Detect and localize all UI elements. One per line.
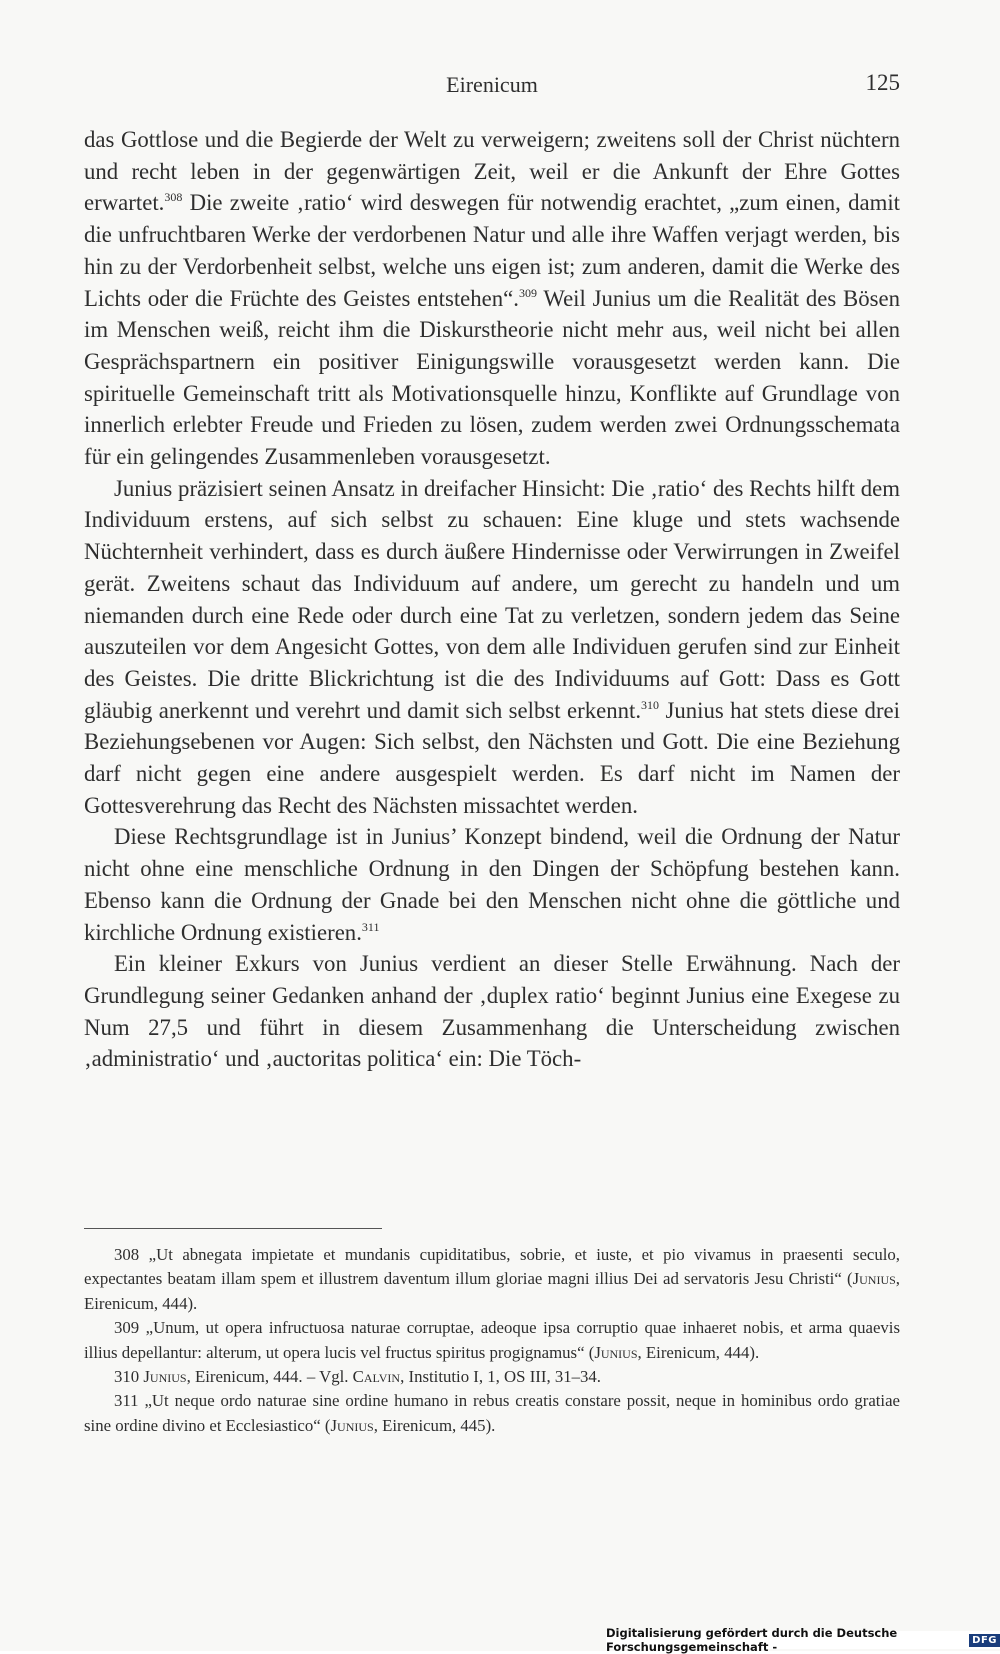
footnote-number: 308 xyxy=(114,1245,140,1264)
author-name: Calvin xyxy=(352,1367,401,1387)
paragraph-text: Die zweite ‚ratio‘ wird deswegen für notwendig erachtet, „zum einen, damit die unfruchtbaren Werke der verdorbenen Natur und alle ihre Waffen verjagt werden, bis hin zu der Verdorbenheit selbst, welche uns eigen ist; zum anderen, damit die Werke des Lichts oder die Früchte des Geistes entstehen“. xyxy=(84,190,900,311)
paragraph-text: Junius präzisiert seinen Ansatz in dreifacher Hinsicht: Die ‚ratio‘ des Rechts hilft dem Individuum erstens, auf sich selbst zu schauen: Eine kluge und stets wachsende Nüchternheit verhindert, dass es durch äußere Hindernisse oder Verwirrungen in Zweifel gerät. Zweitens schaut das Individuum auf andere, um gerecht zu handeln und um niemanden durch eine Rede oder durch eine Tat zu verletzen, sondern jedem das Seine auszuteilen vor dem Angesicht Gottes, von dem alle Individuen gerufen sind zur Einheit des Geistes. Die dritte Blickrichtung ist die des Individuums auf Gott: Dass es Gott gläubig anerkennt und verehrt und damit sich selbst erkennt. xyxy=(84,475,900,723)
paragraph-text: Junius hat stets diese drei Beziehungsebenen vor Augen: Sich selbst, den Nächsten und Gott. Die eine Beziehung darf nicht gegen eine andere ausgespielt werden. Es darf nicht im Namen der Gottesverehrung das Recht des Nächsten missachtet werden. xyxy=(84,697,900,818)
footnote-number: 311 xyxy=(114,1391,139,1411)
footnote-309 xyxy=(84,1316,900,1365)
footnote-number: 309 xyxy=(114,1318,140,1338)
paragraph xyxy=(84,821,900,948)
digitization-credit xyxy=(606,1626,1000,1654)
paragraph-text: Weil Junius um die Realität des Bösen im Menschen weiß, reicht ihm die Diskurstheorie nicht mehr aus, weil nicht bei allen Gesprächspartnern ein positiver Einigungswille vorausgesetzt werden kann. Die spirituelle Gemeinschaft tritt als Motivationsquelle hinzu, Konflikte auf Grundlage von innerlich erlebter Freude und Frieden zu lösen, zudem werden zwei Ordnungsschemata für ein gelingendes Zusammenleben vorausgesetzt. xyxy=(84,285,901,470)
footnote-text: , Eirenicum, 445). xyxy=(373,1415,496,1435)
author-name: Junius xyxy=(143,1367,187,1387)
footnote-text: , Eirenicum, 444. – Vgl. xyxy=(186,1367,353,1387)
author-name: Junius xyxy=(852,1269,896,1289)
footnote-number: 310 xyxy=(114,1367,140,1387)
footnote-text: , Eirenicum, 444). xyxy=(84,1269,900,1313)
footnote-text: , Eirenicum, 444). xyxy=(637,1342,760,1362)
footnote-divider xyxy=(84,1228,382,1229)
author-name: Junius xyxy=(330,1415,374,1435)
dfg-logo-icon: DFG xyxy=(969,1634,1000,1647)
footnote-text: „Ut neque ordo naturae sine ordine humano in rebus creatis constare possit, neque in hominibus ordo gratiae sine ordine divino et Ecclesiastico“ ( xyxy=(84,1391,900,1435)
paragraph-text: Diese Rechtsgrundlage ist in Junius’ Konzept bindend, weil die Ordnung der Natur nicht ohne eine menschliche Ordnung in den Dingen der Schöpfung bestehen kann. Ebenso kann die Ordnung der Gnade bei den Menschen nicht ohne die göttliche und kirchliche Ordnung existieren. xyxy=(84,824,900,945)
footnote-text: „Unum, ut opera infructuosa naturae corruptae, adeoque ipsa corruptio quae inhaeret nobis, et arma quaevis illius depellantur: alterum, ut opera lucis vel fructus spiritus progignamus“ ( xyxy=(84,1318,900,1362)
paragraph xyxy=(84,473,900,822)
footnote-ref[interactable]: 309 xyxy=(519,285,538,300)
body-text xyxy=(84,124,900,1075)
footnote-308 xyxy=(84,1243,900,1316)
footnotes xyxy=(84,1243,900,1438)
page-number: 125 xyxy=(865,70,900,95)
digitization-credit-text: Digitalisierung gefördert durch die Deutsche Forschungsgemeinschaft - xyxy=(606,1626,898,1654)
author-name: Junius xyxy=(594,1342,638,1362)
running-head xyxy=(84,70,900,100)
running-title: Eirenicum xyxy=(446,72,538,97)
paragraph-text: das Gottlose und die Begierde der Welt zu verweigern; zweitens soll der Christ nüchtern und recht leben in der gegenwärtigen Zeit, weil er die Ankunft der Ehre Gottes erwartet. xyxy=(84,127,900,216)
footnote-310 xyxy=(84,1365,900,1389)
footnote-ref[interactable]: 310 xyxy=(641,697,660,712)
footnote-text: , Institutio I, 1, OS III, 31–34. xyxy=(400,1367,601,1387)
footnote-311 xyxy=(84,1389,900,1438)
footnote-text: „Ut abnegata impietate et mundanis cupiditatibus, sobrie, et iuste, et pio vivamus in praesenti seculo, expectantes beatam illam spem et illustrem daventum illum gloriae magni illius Dei ad servatoris Jesu Christi“ ( xyxy=(84,1245,900,1289)
footnote-ref[interactable]: 311 xyxy=(361,919,380,934)
paragraph xyxy=(84,948,900,1075)
paragraph xyxy=(84,124,900,473)
paragraph-text: Ein kleiner Exkurs von Junius verdient an dieser Stelle Erwähnung. Nach der Grundlegung seiner Gedanken anhand der ‚duplex ratio‘ beginnt Junius eine Exegese zu Num 27,5 und führt in diesem Zusammenhang die Unterscheidung zwischen ‚administratio‘ und ‚auctoritas politica‘ ein: Die Töch- xyxy=(84,951,900,1072)
footnote-ref[interactable]: 308 xyxy=(164,190,183,205)
